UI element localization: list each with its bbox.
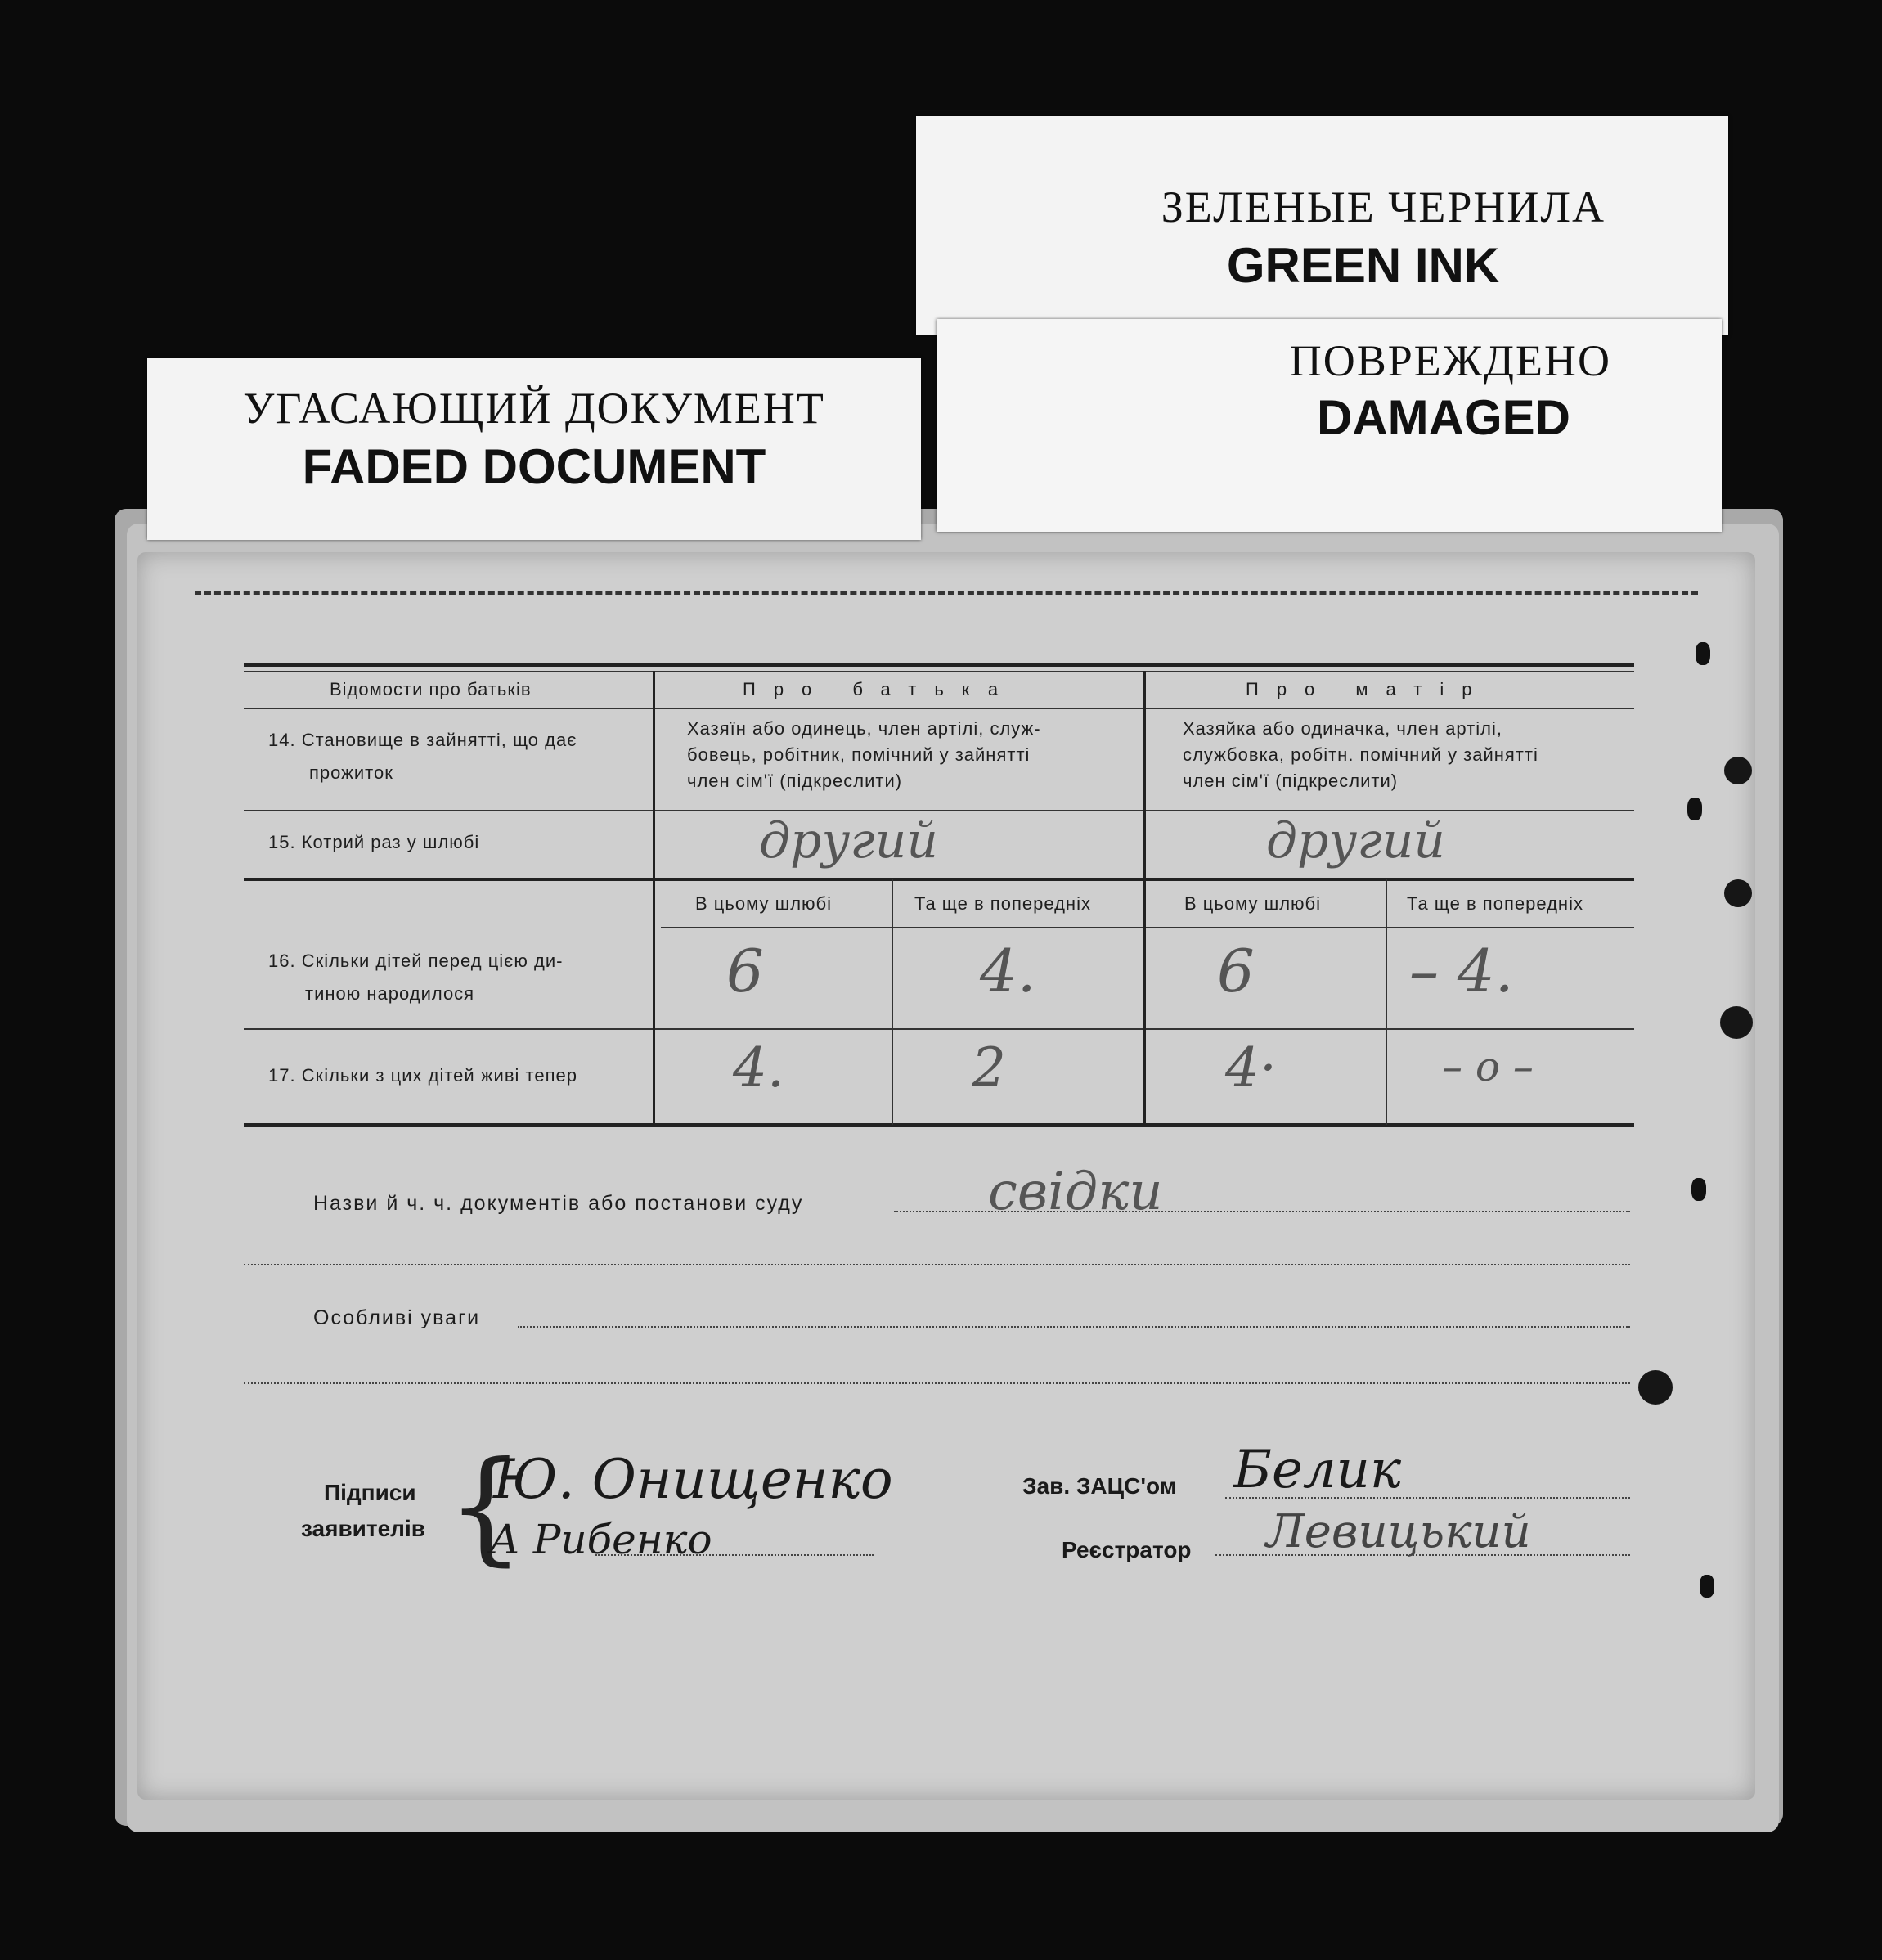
header-mother: Про матір — [1246, 679, 1490, 699]
tear-off-dashed-line — [195, 591, 1698, 595]
subheader-mother-this: В цьому шлюбі — [1184, 893, 1322, 914]
subheader-father-this: В цьому шлюбі — [695, 893, 833, 914]
row14-rule — [244, 810, 1634, 811]
row17-father-prev: 2 — [972, 1036, 1006, 1099]
subheader-rule — [661, 927, 1634, 928]
row14-mother-line2: службовка, робітн. помічний у зайнятті — [1183, 744, 1538, 765]
row17-mother-this: 4· — [1225, 1036, 1277, 1099]
row16-label-line1: 16. Скільки дітей перед цією ди- — [268, 951, 564, 971]
row14-mother-line3: член сім'ї (підкреслити) — [1183, 771, 1399, 791]
row16-label-line2: тиною народилося — [305, 983, 475, 1004]
documents-value: свідки — [988, 1162, 1163, 1222]
edge-tear — [1696, 642, 1710, 665]
binding-hole — [1724, 879, 1752, 907]
documents-label: Назви й ч. ч. документів або постанови суду — [313, 1192, 804, 1215]
header-father: Про батька — [743, 679, 1017, 699]
subheader-father-prev: Та ще в попередніх — [914, 893, 1091, 914]
edge-tear — [1700, 1575, 1714, 1598]
row15-label: 15. Котрий раз у шлюбі — [268, 832, 480, 852]
record-form-page — [137, 552, 1755, 1800]
documents-line-1 — [894, 1211, 1630, 1212]
notes-line-1 — [518, 1326, 1630, 1328]
signatures-brace: { — [447, 1436, 525, 1578]
documents-line-2 — [244, 1264, 1630, 1265]
registrar-signature: Левицький — [1266, 1505, 1531, 1558]
faded-tag-en: FADED DOCUMENT — [302, 439, 766, 494]
damaged-tag — [937, 319, 1722, 532]
notes-line-2 — [244, 1382, 1630, 1384]
row16-father-this: 6 — [726, 937, 764, 1005]
col-rule-1 — [653, 671, 655, 1125]
notes-label: Особливі уваги — [313, 1306, 481, 1329]
signatures-label-2: заявителів — [301, 1516, 425, 1541]
row16-mother-prev: – 4. — [1409, 937, 1514, 1005]
row17-mother-prev: – о – — [1442, 1043, 1534, 1090]
faded-document-tag — [147, 358, 921, 540]
col-rule-father-split — [892, 879, 893, 1125]
head-signature: Белик — [1233, 1440, 1402, 1500]
signature-1: Ю. Онищенко — [493, 1448, 893, 1511]
table-top-rule-thin — [244, 671, 1634, 672]
col-rule-mother-split — [1386, 879, 1387, 1125]
row16-father-prev: 4. — [980, 937, 1036, 1005]
signatures-label-1: Підписи — [324, 1480, 416, 1505]
col-rule-2 — [1143, 671, 1146, 1125]
head-label: Зав. ЗАЦС'ом — [1022, 1473, 1177, 1499]
row15-father-value: другий — [759, 812, 938, 870]
header-info: Відомости про батьків — [330, 679, 532, 699]
table-bottom-rule — [244, 1123, 1634, 1127]
row17-father-this: 4. — [733, 1036, 784, 1099]
damaged-tag-ru: ПОВРЕЖДЕНО — [1289, 336, 1611, 385]
edge-tear — [1687, 798, 1702, 820]
registrar-line — [1215, 1554, 1630, 1556]
row14-mother-line1: Хазяйка або одиначка, член артілі, — [1183, 718, 1502, 739]
row16-rule — [244, 1028, 1634, 1030]
signature-2-line — [595, 1554, 874, 1556]
binding-hole — [1724, 757, 1752, 784]
faded-tag-ru: УГАСАЮЩИЙ ДОКУМЕНТ — [243, 384, 825, 433]
edge-tear — [1691, 1178, 1706, 1201]
subheader-mother-prev: Та ще в попередніх — [1407, 893, 1583, 914]
green-ink-tag-en: GREEN INK — [1226, 238, 1500, 293]
row14-father-line1: Хазяїн або одинець, член артілі, служ- — [687, 718, 1041, 739]
binding-hole — [1720, 1006, 1753, 1039]
table-top-rule — [244, 663, 1634, 667]
row14-father-line3: член сім'ї (підкреслити) — [687, 771, 903, 791]
row16-mother-this: 6 — [1217, 937, 1255, 1005]
row15-rule — [244, 878, 1634, 881]
row17-label: 17. Скільки з цих дітей живі тепер — [268, 1065, 577, 1086]
table-header-rule — [244, 708, 1634, 709]
registrar-label: Реєстратор — [1062, 1537, 1192, 1562]
row14-label-line1: 14. Становище в зайнятті, що дає — [268, 730, 577, 750]
binding-hole — [1638, 1370, 1673, 1405]
damaged-tag-en: DAMAGED — [1317, 390, 1570, 445]
head-signature-line — [1225, 1497, 1630, 1499]
green-ink-tag — [916, 116, 1728, 335]
row14-father-line2: бовець, робітник, помічний у зайнятті — [687, 744, 1031, 765]
row15-mother-value: другий — [1266, 812, 1445, 870]
green-ink-tag-ru: ЗЕЛЕНЫЕ ЧЕРНИЛА — [1161, 182, 1606, 232]
signature-2: А Рибенко — [489, 1516, 712, 1563]
row14-label-line2: прожиток — [309, 762, 393, 783]
